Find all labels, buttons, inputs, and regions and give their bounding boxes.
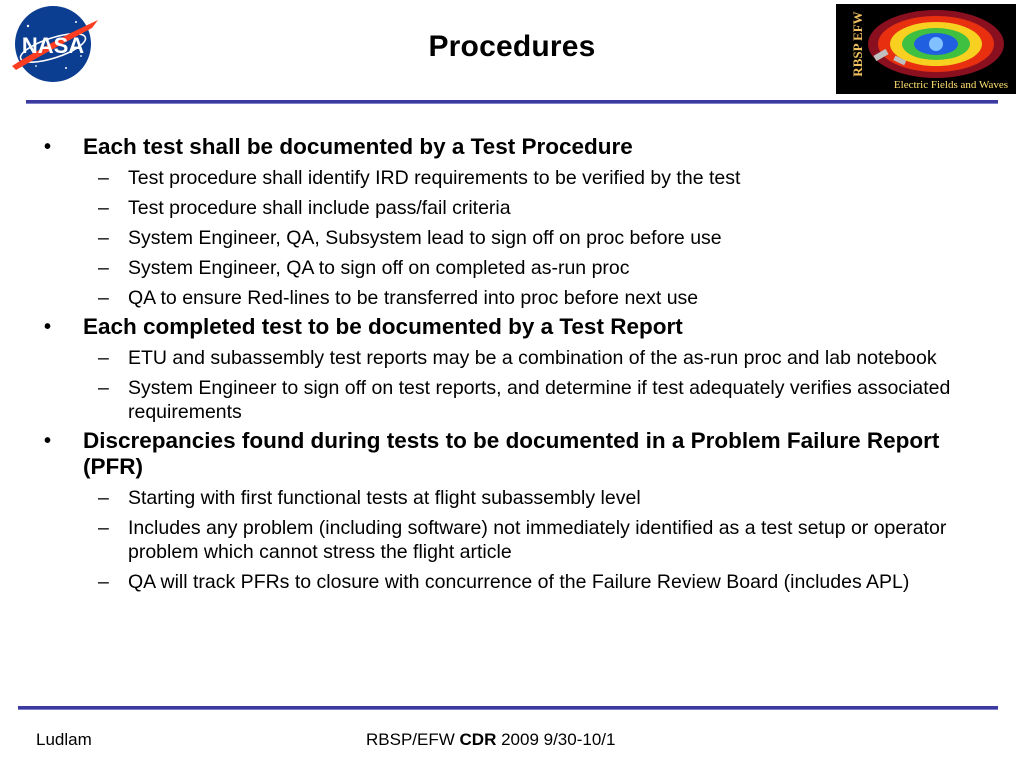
sub-bullet: – ETU and subassembly test reports may be a combination of the as-run proc and lab notebook: [98, 347, 937, 369]
header-divider: [26, 100, 998, 104]
rbsp-efw-bottom-label: Electric Fields and Waves: [893, 79, 1008, 91]
bullet-heading: • Each completed test to be documented by a Test Report: [44, 314, 683, 339]
dash-icon: –: [98, 347, 109, 369]
dash-icon: –: [98, 197, 109, 219]
dash-icon: –: [98, 287, 109, 309]
dash-icon: –: [98, 257, 109, 279]
sub-bullet: – System Engineer, QA to sign off on completed as-run proc: [98, 257, 630, 279]
bullet-icon: •: [44, 316, 52, 338]
bullet-icon: •: [44, 430, 52, 452]
slide-body: [44, 130, 964, 594]
sub-bullet: – System Engineer to sign off on test reports, and determine if test adequately verifies associated requirements: [98, 377, 951, 423]
dash-icon: –: [98, 377, 109, 399]
sub-bullet: – System Engineer, QA, Subsystem lead to sign off on proc before use: [98, 227, 722, 249]
bullet-heading: • Discrepancies found during tests to be documented in a Problem Failure Report (PFR): [44, 428, 940, 479]
sub-bullet: – Starting with first functional tests at flight subassembly level: [98, 487, 641, 509]
svg-text:NASA: NASA: [21, 33, 85, 58]
footer-event: RBSP/EFW CDR 2009 9/30-10/1: [366, 730, 616, 749]
slide-title: Procedures: [428, 30, 596, 63]
footer-divider: [18, 706, 998, 710]
rbsp-efw-side-label: RBSP EFW: [850, 11, 865, 77]
sub-bullet: – Includes any problem (including software) not immediately identified as a test setup or operator problem which cannot stress the flight article: [98, 517, 947, 563]
dash-icon: –: [98, 517, 109, 539]
dash-icon: –: [98, 571, 109, 593]
sub-bullet: – QA will track PFRs to closure with concurrence of the Failure Review Board (includes APL): [98, 571, 910, 593]
sub-bullet: – Test procedure shall include pass/fail criteria: [98, 197, 511, 219]
rbsp-efw-logo: [836, 4, 1016, 94]
dash-icon: –: [98, 227, 109, 249]
bullet-heading: • Each test shall be documented by a Test Procedure: [44, 134, 633, 159]
sub-bullet: – Test procedure shall identify IRD requirements to be verified by the test: [98, 167, 741, 189]
footer-author: Ludlam: [36, 730, 92, 749]
sub-bullet: – QA to ensure Red-lines to be transferred into proc before next use: [98, 287, 699, 309]
dash-icon: –: [98, 167, 109, 189]
bullet-icon: •: [44, 136, 52, 158]
dash-icon: –: [98, 487, 109, 509]
